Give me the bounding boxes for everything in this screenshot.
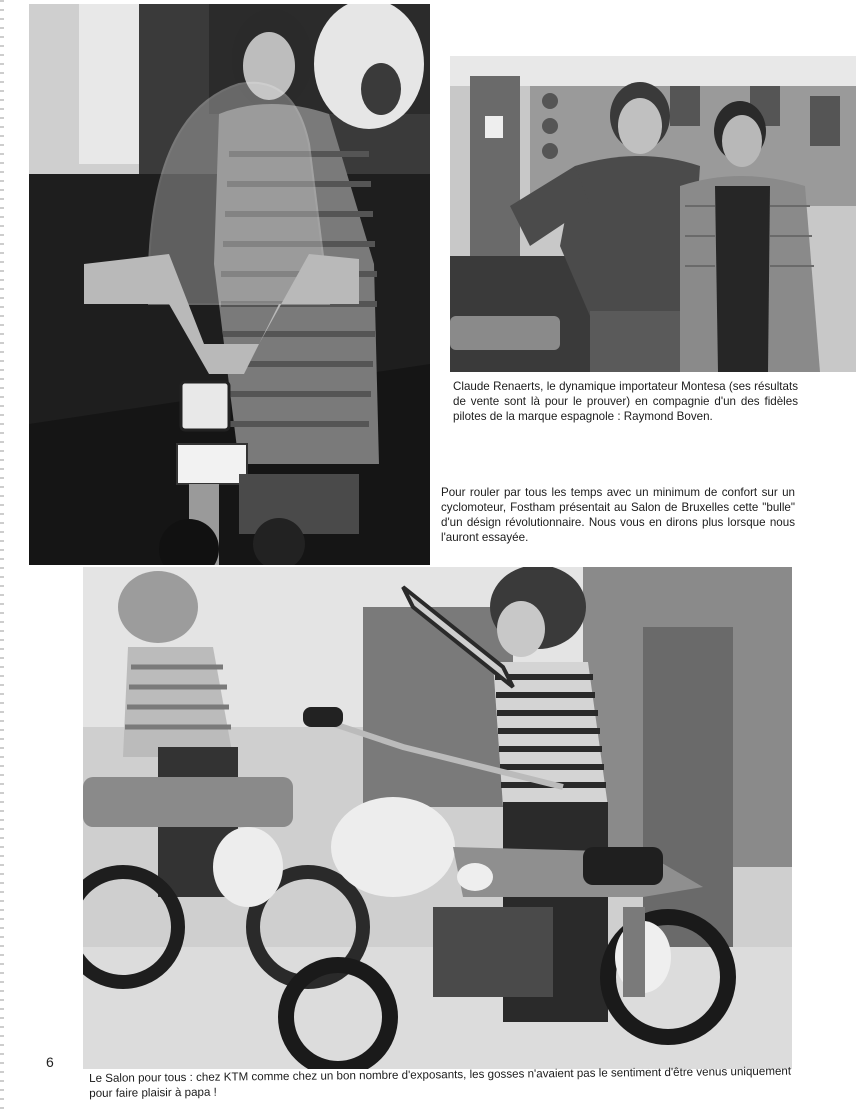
page-number: 6 <box>46 1054 54 1070</box>
ktm-kids-illustration <box>83 567 792 1069</box>
scan-edge-marks <box>0 0 4 1116</box>
montesa-photo <box>450 56 856 372</box>
fostham-caption: Pour rouler par tous les temps avec un minimum de confort sur un cyclomoteur, Fostham présentait au Salon de Bruxelles cette "bulle" d'un désign révolutionnaire. Nous vous en dirons plus lorsque nous l'auront essayée. <box>441 486 795 544</box>
ktm-kids-photo <box>83 567 792 1069</box>
ktm-caption: Le Salon pour tous : chez KTM comme chez un bon nombre d'exposants, les gosses n'avaient pas le sentiment d'être venus uniquement pour faire plaisir à papa ! <box>89 1064 792 1100</box>
montesa-illustration <box>450 56 856 372</box>
windshield-scooter-photo <box>29 4 430 565</box>
montesa-caption: Claude Renaerts, le dynamique importateur Montesa (ses résultats de vente sont là pour le prouver) en compagnie d'un des fidèles pilotes de la marque espagnole : Raymond Boven. <box>453 380 798 423</box>
windshield-scooter-illustration <box>29 4 430 565</box>
